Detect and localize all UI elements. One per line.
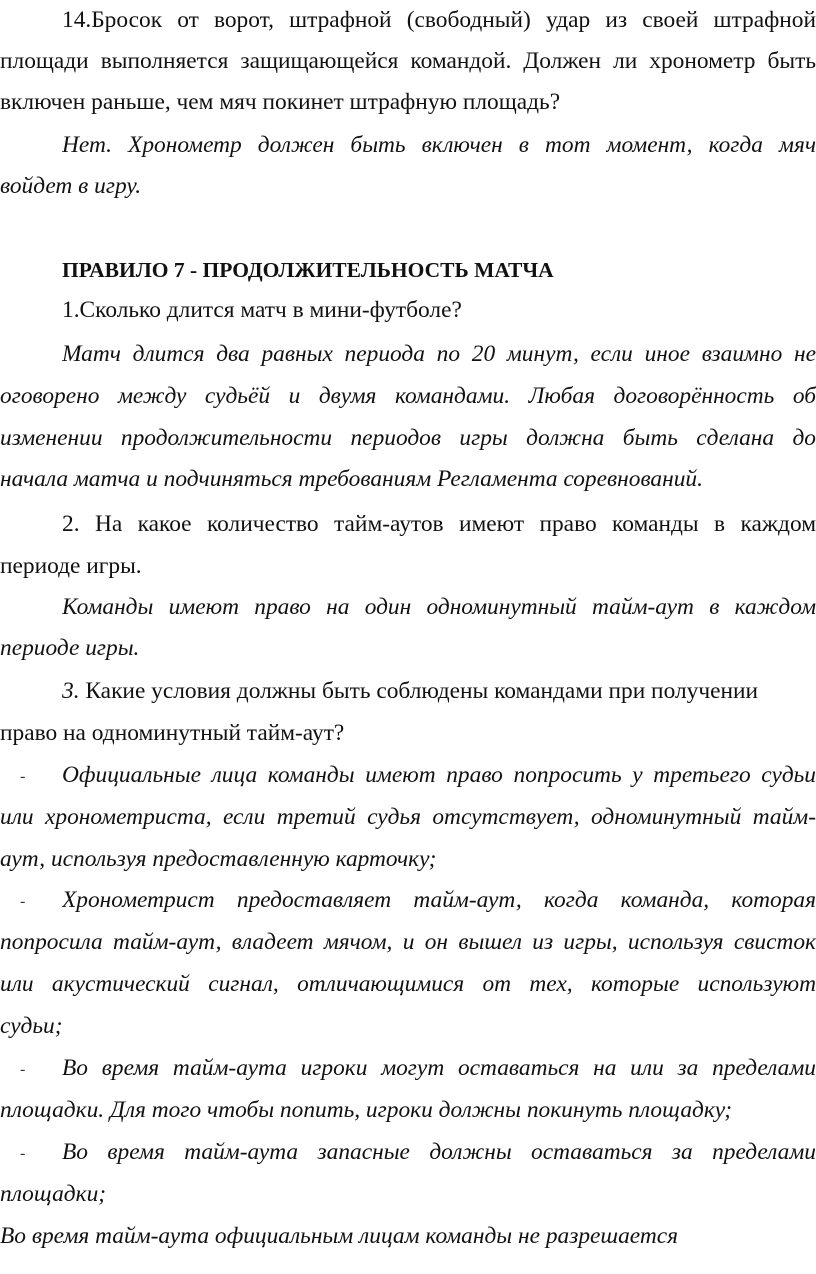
q2-question-line-1: 2. На какое количество тайм-аутов имеют право команды в каждом: [62, 511, 816, 537]
q14-line-2: площади выполняется защищающейся командой. Должен ли хронометр быть: [0, 48, 816, 74]
bullet-2-line-4: судьи;: [0, 1013, 63, 1039]
q2-answer-line-1: Команды имеют право на один одноминутный тайм-аут в каждом: [62, 594, 816, 620]
bullet-3-line-1: Во время тайм-аута игроки могут оставаться на или за пределами: [62, 1055, 816, 1081]
bullet-2-line-2: попросила тайм-аут, владеет мячом, и он вышел из игры, используя свисток: [0, 929, 816, 955]
bullet-1-line-1: Официальные лица команды имеют право попросить у третьего судьи: [62, 762, 816, 788]
q1-answer-line-1: Матч длится два равных периода по 20 минут, если иное взаимно не: [62, 341, 816, 367]
bullet-dash-3: -: [20, 1061, 26, 1078]
bullet-4-line-1: Во время тайм-аута запасные должны оставаться за пределами: [62, 1139, 816, 1165]
q2-answer-line-2: периоде игры.: [0, 635, 140, 661]
bullet-dash-4: -: [20, 1145, 26, 1162]
bullet-dash-2: -: [20, 893, 26, 910]
q14-line-1: 14.Бросок от ворот, штрафной (свободный) удар из своей штрафной: [62, 7, 816, 33]
final-line: Во время тайм-аута официальным лицам команды не разрешается: [0, 1223, 678, 1249]
bullet-1-line-3: аут, используя предоставленную карточку;: [0, 846, 437, 872]
q1-question: 1.Сколько длится матч в мини-футболе?: [62, 297, 462, 323]
q2-question-line-2: периоде игры.: [0, 553, 142, 579]
q1-answer-line-3: изменении продолжительности периодов игры должна быть сделана до: [0, 425, 816, 451]
section-title: ПРАВИЛО 7 - ПРОДОЛЖИТЕЛЬНОСТЬ МАТЧА: [62, 258, 554, 282]
q3-number: 3.: [62, 678, 80, 704]
bullet-dash-1: -: [20, 768, 26, 785]
bullet-4-line-2: площадки;: [0, 1181, 107, 1207]
q14-answer-line-2: войдет в игру.: [0, 173, 142, 199]
q3-question-line-2: право на одноминутный тайм-аут?: [0, 720, 345, 746]
bullet-3-line-2: площадки. Для того чтобы попить, игроки должны покинуть площадку;: [0, 1097, 733, 1123]
bullet-2-line-3: или акустический сигнал, отличающимися от тех, которые используют: [0, 971, 816, 997]
q1-answer-line-4: начала матча и подчиняться требованиям Регламента соревнований.: [0, 466, 703, 492]
bullet-1-line-2: или хронометриста, если третий судья отсутствует, одноминутный тайм-: [0, 804, 816, 830]
q14-line-3: включен раньше, чем мяч покинет штрафную площадь?: [0, 89, 561, 115]
q3-question-line-1: [62, 677, 816, 705]
bullet-2-line-1: Хронометрист предоставляет тайм-аут, когда команда, которая: [62, 887, 816, 913]
q14-answer-line-1: Нет. Хронометр должен быть включен в тот момент, когда мяч: [62, 132, 816, 158]
q3-question-text: Какие условия должны быть соблюдены командами при получении: [79, 678, 759, 704]
q1-answer-line-2: оговорено между судьёй и двумя командами. Любая договорённость об: [0, 383, 816, 409]
